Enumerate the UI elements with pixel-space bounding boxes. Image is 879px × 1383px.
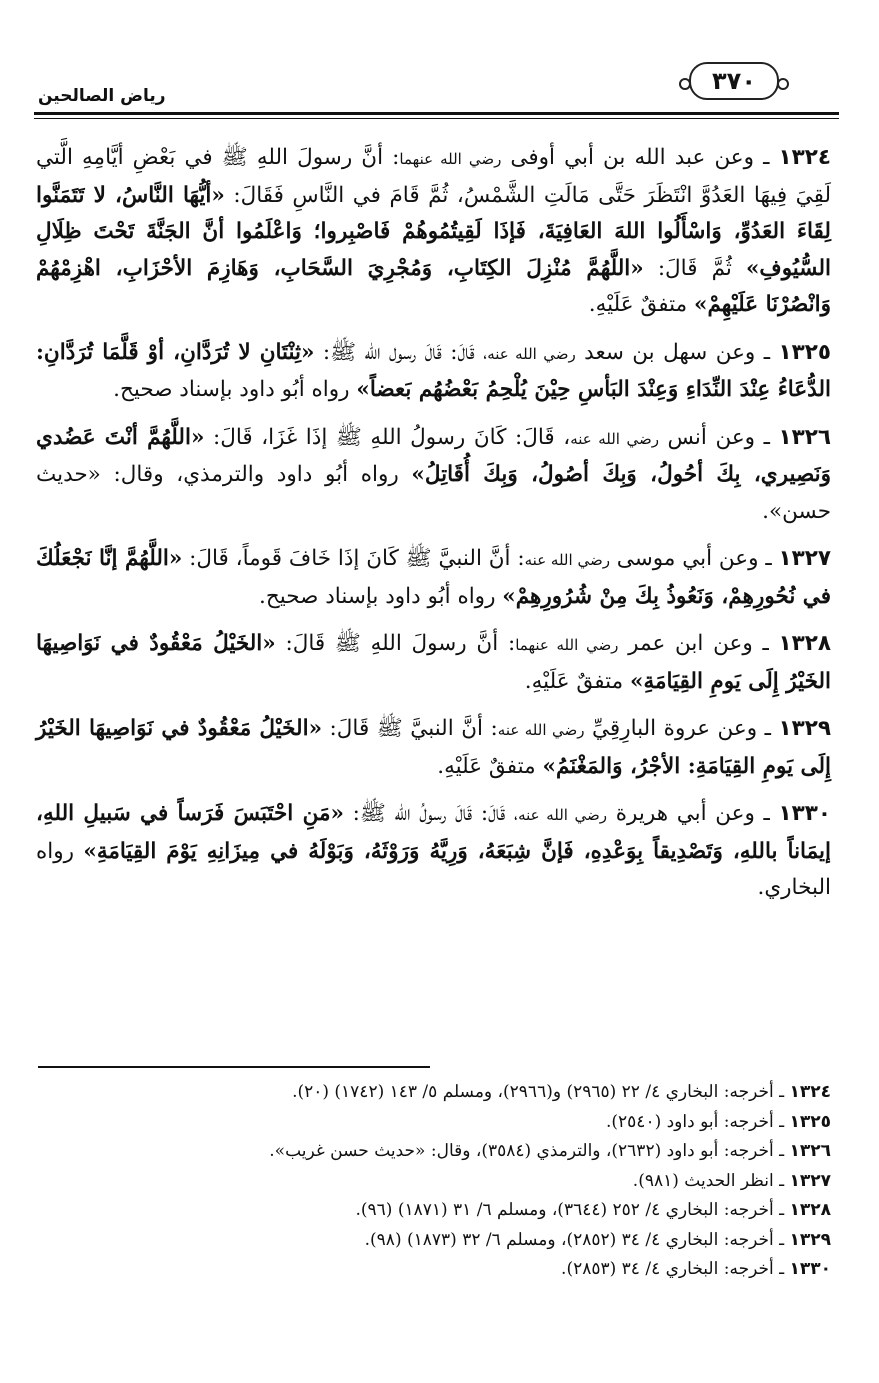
footnote <box>40 1167 831 1197</box>
hadith-1326 <box>36 420 831 531</box>
hadith-quote: «اللَّهُمَّ أنْتَ عَضُدي وَنَصِيري، بِكَ أحُولُ، وَبِكَ أصُولُ، وَبِكَ أُقَاتِلُ» <box>36 424 831 487</box>
footnote <box>40 1226 831 1256</box>
hadith-narration: : أنَّ النبيَّ ﷺ كَانَ إذَا خَافَ قَوماً، قَالَ: <box>182 546 525 571</box>
footnote-number: ١٣٢٦ <box>789 1141 831 1161</box>
hadith-closing: متفقٌ عَلَيْهِ. <box>524 668 631 694</box>
hadith-narration: ، قَالَ: قَالَ رسول الله ﷺ: <box>314 339 488 365</box>
hadith-quote-2: «اللَّهُمَّ مُنْزِلَ الكِتَابِ، وَمُجْرِيَ السَّحَابِ، وَهَازِمَ الأحْزَابِ، اهْزِمْهُمْ وَانْصُرْنَا عَلَيْهِمْ» <box>36 255 831 317</box>
footnote-text: ـ أخرجه: البخاري ٤/ ٣٤ (٢٨٥٢)، ومسلم ٦/ ٣٢ (١٨٧٣) (٩٨). <box>364 1229 790 1250</box>
hadith-list <box>36 140 831 918</box>
footnote-text: ـ أخرجه: أبو داود (٢٥٤٠). <box>606 1111 790 1132</box>
running-header <box>34 58 839 116</box>
hadith-number: ١٣٢٤ <box>778 145 831 170</box>
hadith-narration: ، قَالَ: قَالَ رسولُ الله ﷺ: <box>343 801 519 826</box>
footnote-divider <box>38 1066 430 1068</box>
hadith-intro: ـ وعن أبي هريرة <box>607 801 779 826</box>
hadith-closing: رواه البخاري. <box>36 838 831 900</box>
hadith-number: ١٣٢٩ <box>778 716 831 741</box>
hadith-quote: «مَنِ احْتَبَسَ فَرَساً في سَبيلِ اللهِ، إيمَاناً باللهِ، وَتَصْدِيقاً بِوَعْدِهِ، فَإنَّ شِبَعَهُ، وَرِيَّهُ وَرَوْثَهُ، وَبَوْلَهُ في مِيزَانِهِ يَوْمَ القِيَامَةِ» <box>36 801 831 864</box>
footnote-number: ١٣٢٤ <box>789 1082 831 1102</box>
hadith-1330 <box>36 796 831 907</box>
hadith-1327 <box>36 541 831 615</box>
footnote <box>40 1255 831 1285</box>
footnote-number: ١٣٢٧ <box>789 1170 831 1191</box>
footnote-text: ـ أخرجه: البخاري ٤/ ٣٤ (٢٨٥٣). <box>561 1259 790 1279</box>
footnote-number: ١٣٢٨ <box>789 1200 831 1220</box>
footnote <box>40 1137 831 1167</box>
hadith-closing: متفقٌ عَلَيْهِ. <box>437 753 543 779</box>
book-title: رياض الصالحين <box>38 86 166 106</box>
hadith-1325 <box>36 335 831 409</box>
hadith-number: ١٣٣٠ <box>778 801 831 826</box>
hadith-closing: رواه أبُو داود بإسناد صحيح. <box>113 377 357 402</box>
footnote-number: ١٣٢٥ <box>789 1111 831 1132</box>
hadith-middle: ثُمَّ قَالَ: <box>643 255 746 281</box>
hadith-number: ١٣٢٨ <box>778 631 832 656</box>
footnote <box>40 1078 831 1108</box>
page-number: ٣٧٠ <box>689 62 779 100</box>
hadith-closing: متفقٌ عَلَيْهِ. <box>588 292 695 317</box>
hadith-intro: ـ وعن ابن عمر <box>618 631 779 656</box>
hadith-intro: ـ وعن أبي موسى <box>609 546 779 571</box>
footnotes <box>40 1078 831 1285</box>
hadith-quote: «الخَيْلُ مَعْقُودٌ في نَوَاصِيهَا الخَيْرُ إِلَى يَومِ القِيَامَةِ: الأجْرُ، وَالمَغْنَمُ» <box>36 716 831 779</box>
hadith-1324 <box>36 140 831 324</box>
footnote-text: ـ أخرجه: البخاري ٤/ ٢٢ (٢٩٦٥) و(٢٩٦٦)، ومسلم ٥/ ١٤٣ (١٧٤٢) (٢٠). <box>292 1082 790 1102</box>
hadith-intro: ـ وعن عبد الله بن أبي أوفى <box>501 145 779 170</box>
hadith-quote: «ثِنْتَانِ لا تُرَدَّانِ، أوْ قَلَّمَا تُرَدَّانِ: الدُّعَاءُ عِنْدَ النِّدَاءِ وَعِنْدَ البَأسِ حِيْنَ يُلْحِمُ بَعْضُهُم بَعضاً» <box>36 339 831 402</box>
footnote <box>40 1108 831 1138</box>
honorific: رضي الله عنه <box>497 721 585 739</box>
hadith-number: ١٣٢٦ <box>778 424 831 450</box>
hadith-intro: ـ وعن أنس <box>658 424 779 450</box>
footnote <box>40 1196 831 1226</box>
hadith-narration: : أنَّ رسولَ اللهِ ﷺ في بَعْضِ أيَّامِهِ الَّتي لَقِيَ فِيهَا العَدُوَّ انْتَظَرَ حَتَّى مَالَتِ الشَّمْسُ، ثُمَّ قَامَ في النَّاسِ فَقَالَ: <box>36 145 831 208</box>
hadith-intro: ـ وعن سهل بن سعد <box>575 339 779 365</box>
hadith-number: ١٣٢٧ <box>778 546 831 571</box>
hadith-narration: : أنَّ رسولَ اللهِ ﷺ قَالَ: <box>275 631 516 656</box>
hadith-closing: رواه أبُو داود والترمذي، وقال: «حديث حسن». <box>36 462 831 524</box>
hadith-quote: «اللَّهُمَّ إنَّا نَجْعَلُكَ في نُحُورِهِمْ، وَنَعُوذُ بِكَ مِنْ شُرُورِهِمْ» <box>36 546 831 609</box>
honorific: رضي الله عنه <box>570 429 659 448</box>
hadith-1328 <box>36 626 831 700</box>
honorific: رضي الله عنهما <box>399 150 502 168</box>
hadith-narration: ، قَالَ: كَانَ رسولُ اللهِ ﷺ إذَا غَزَا، قَالَ: <box>204 424 571 450</box>
hadith-number: ١٣٢٥ <box>778 339 831 365</box>
hadith-1329 <box>36 711 831 785</box>
footnote-text: ـ انظر الحديث (٩٨١). <box>632 1170 790 1191</box>
footnote-text: ـ أخرجه: أبو داود (٢٦٣٢)، والترمذي (٣٥٨٤)، وقال: «حديث حسن غريب». <box>269 1141 790 1161</box>
hadith-narration: : أنَّ النبيَّ ﷺ قَالَ: <box>322 716 498 741</box>
header-divider <box>34 112 839 115</box>
hadith-quote: «الخَيْلُ مَعْقُودٌ في نَوَاصِيهَا الخَيْرُ إِلَى يَومِ القِيَامَةِ» <box>36 631 831 694</box>
hadith-intro: ـ وعن عروة البارِقِيِّ <box>584 716 779 741</box>
hadith-quote: «أيُّهَا النَّاسُ، لا تَتَمَنَّوا لِقَاءَ العَدُوِّ، وَاسْأَلُوا اللهَ العَافِيَةَ، فَإذَا لَقِيتُمُوهُمْ فَاصْبِروا؛ وَاعْلَمُوا أنَّ الجَنَّةَ تَحْتَ ظِلَالِ السُّيُوفِ» <box>36 182 831 281</box>
honorific: رضي الله عنهما <box>515 636 619 654</box>
footnote-number: ١٣٣٠ <box>789 1259 831 1279</box>
footnote-number: ١٣٢٩ <box>789 1229 831 1250</box>
honorific: رضي الله عنه <box>487 344 576 363</box>
honorific: رضي الله عنه <box>518 806 608 824</box>
footnote-text: ـ أخرجه: البخاري ٤/ ٢٥٢ (٣٦٤٤)، ومسلم ٦/ ٣١ (١٨٧١) (٩٦). <box>355 1200 790 1220</box>
hadith-closing: رواه أبُو داود بإسناد صحيح. <box>259 583 503 609</box>
honorific: رضي الله عنه <box>524 551 610 569</box>
